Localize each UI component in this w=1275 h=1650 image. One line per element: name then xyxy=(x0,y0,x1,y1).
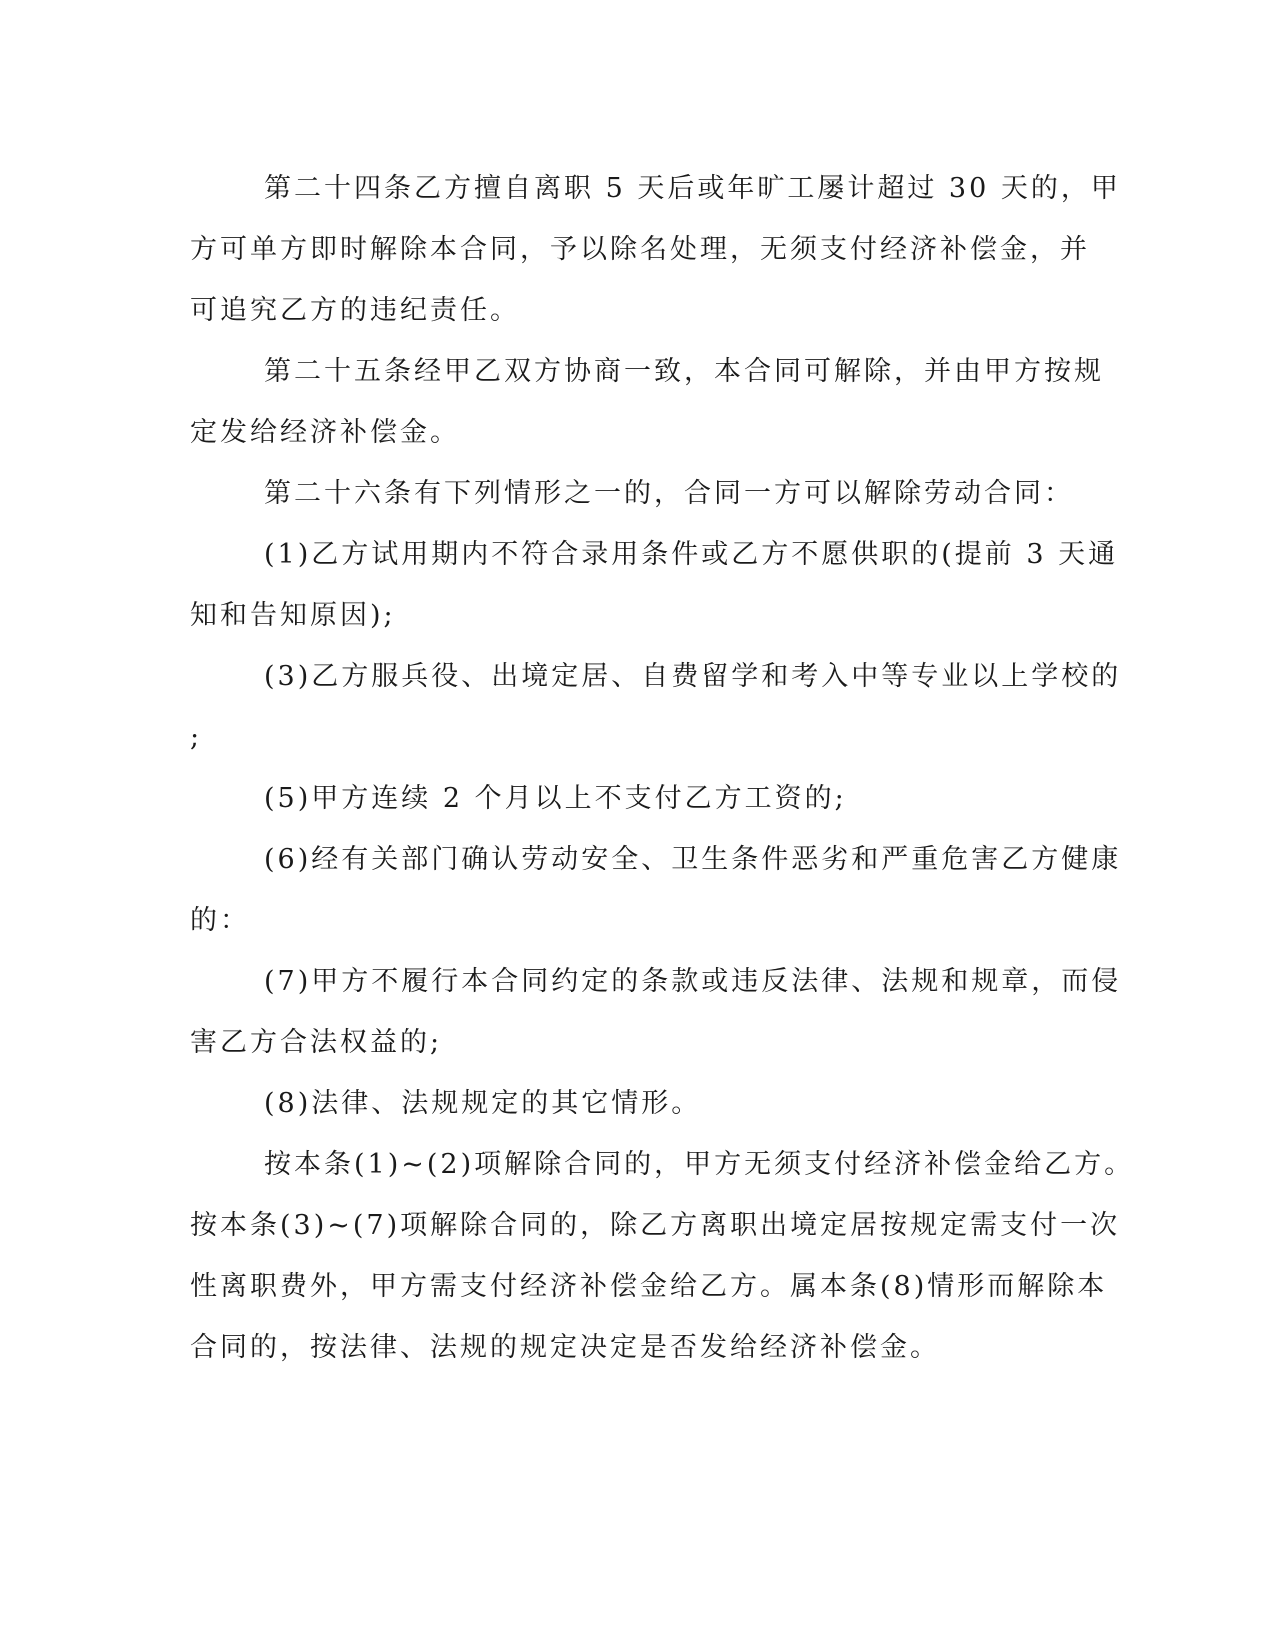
text-line: (3)乙方服兵役、出境定居、自费留学和考入中等专业以上学校的 xyxy=(264,661,1122,692)
article-25-paragraph xyxy=(190,341,1104,463)
clause-8-paragraph xyxy=(190,1073,1090,1134)
clause-1-paragraph xyxy=(190,524,1119,646)
article-24-paragraph xyxy=(190,158,1121,341)
clause-5-paragraph xyxy=(190,768,1090,829)
compensation-rule-paragraph xyxy=(190,1134,1135,1378)
text-line: 性离职费外，甲方需支付经济补偿金给乙方。属本条(8)情形而解除本 xyxy=(190,1271,1108,1302)
text-line: 害乙方合法权益的; xyxy=(190,1027,443,1058)
text-line: 第二十五条经甲乙双方协商一致，本合同可解除，并由甲方按规 xyxy=(264,356,1104,387)
article-26-paragraph xyxy=(190,463,1090,524)
text-line: 可追究乙方的违纪责任。 xyxy=(190,295,520,326)
text-line: 合同的，按法律、法规的规定决定是否发给经济补偿金。 xyxy=(190,1332,940,1363)
text-line: 知和告知原因); xyxy=(190,600,396,631)
text-line: 第二十四条乙方擅自离职 5 天后或年旷工屡计超过 30 天的，甲 xyxy=(264,173,1121,204)
text-line: (1)乙方试用期内不符合录用条件或乙方不愿供职的(提前 3 天通 xyxy=(264,539,1119,570)
clause-7-paragraph xyxy=(190,951,1122,1073)
text-line: (7)甲方不履行本合同约定的条款或违反法律、法规和规章，而侵 xyxy=(264,966,1122,997)
text-line: (5)甲方连续 2 个月以上不支付乙方工资的; xyxy=(264,783,847,814)
text-line: ; xyxy=(190,722,203,753)
clause-3-paragraph xyxy=(190,646,1122,768)
text-line: (8)法律、法规规定的其它情形。 xyxy=(264,1088,702,1119)
text-line: 方可单方即时解除本合同，予以除名处理，无须支付经济补偿金，并 xyxy=(190,234,1090,265)
document-body xyxy=(190,158,1135,1378)
text-line: 按本条(3)~(7)项解除合同的，除乙方离职出境定居按规定需支付一次 xyxy=(190,1210,1121,1241)
text-line: 按本条(1)~(2)项解除合同的，甲方无须支付经济补偿金给乙方。 xyxy=(264,1149,1135,1180)
text-line: (6)经有关部门确认劳动安全、卫生条件恶劣和严重危害乙方健康 xyxy=(264,844,1122,875)
text-line: 第二十六条有下列情形之一的，合同一方可以解除劳动合同： xyxy=(264,478,1074,509)
text-line: 定发给经济补偿金。 xyxy=(190,417,460,448)
clause-6-paragraph xyxy=(190,829,1122,951)
text-line: 的： xyxy=(190,905,250,936)
